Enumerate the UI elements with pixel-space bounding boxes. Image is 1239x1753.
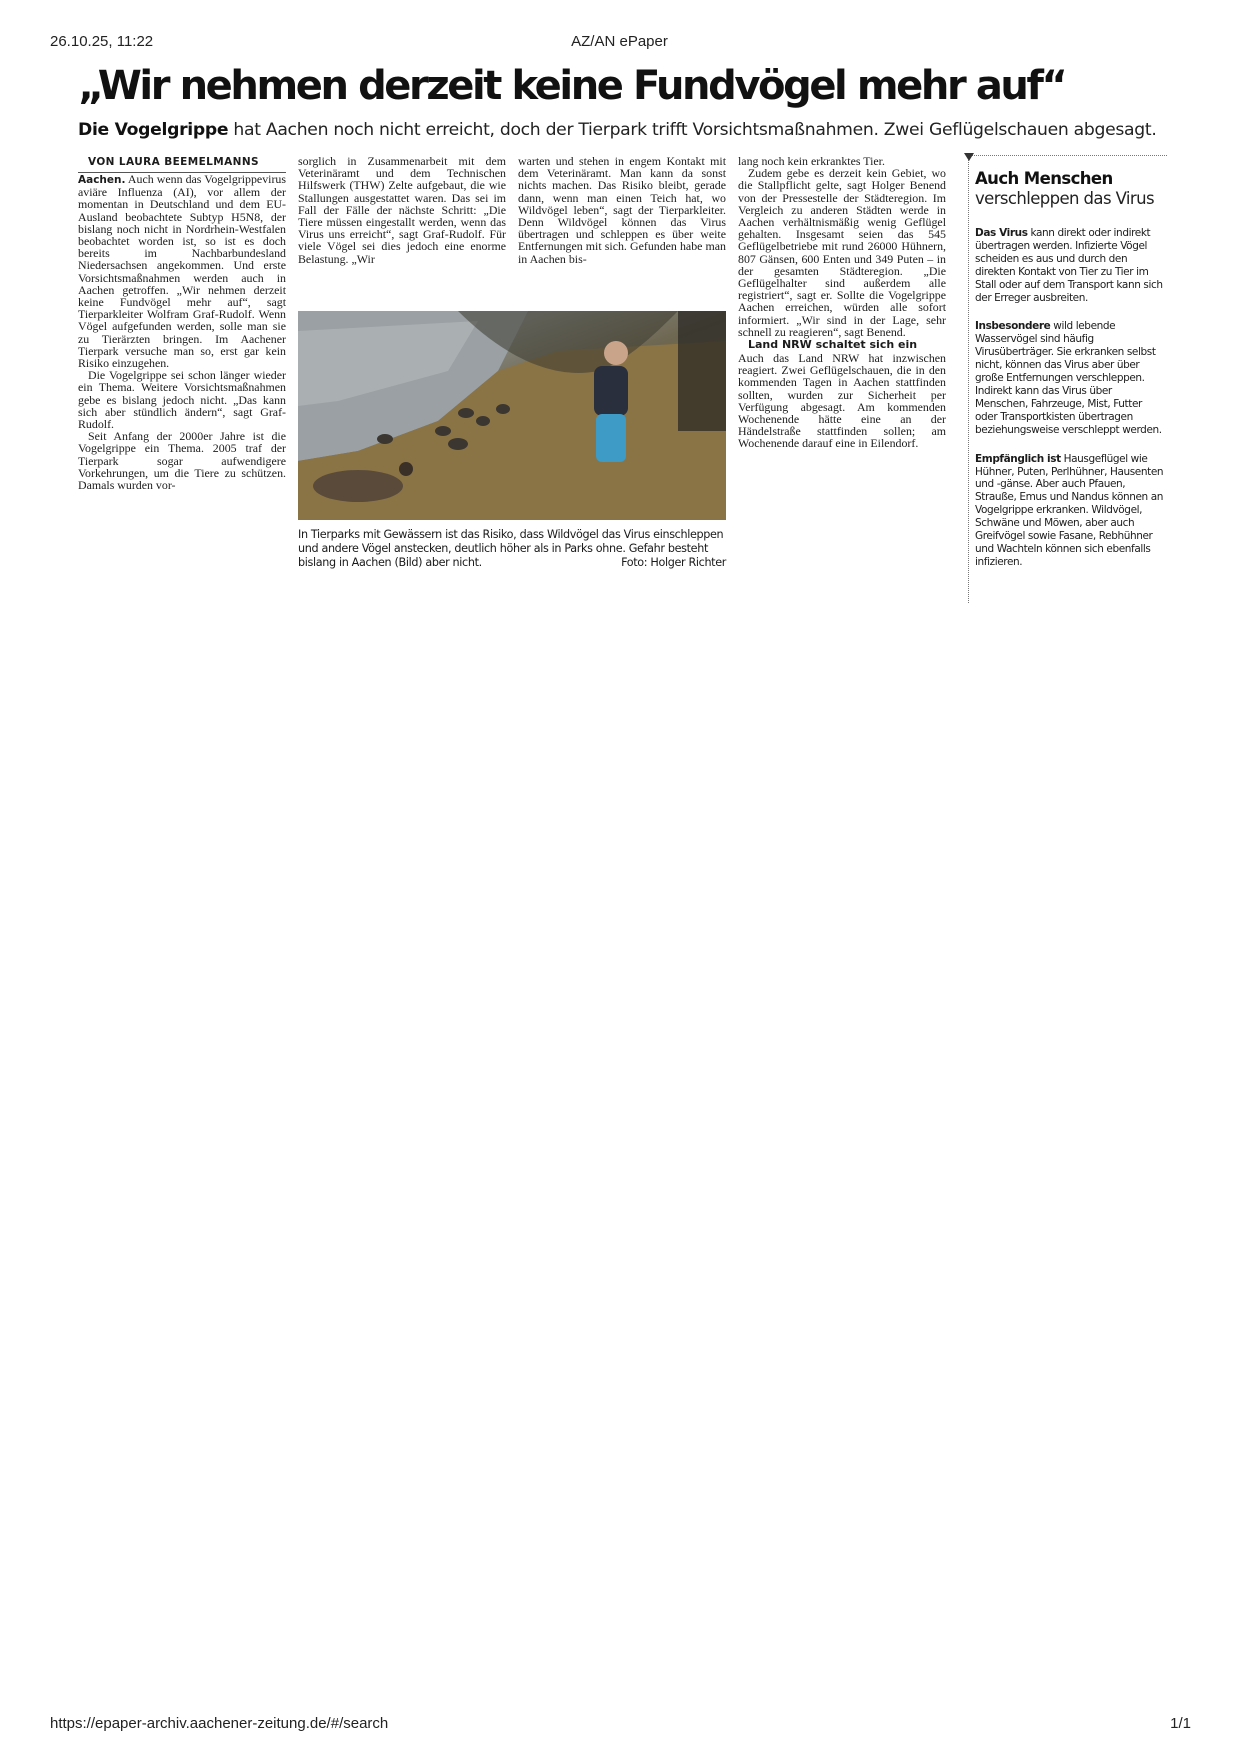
paragraph-text: Auch wenn das Vogelgrippevirus aviäre Influenza (AI), vor allem der momentan in Deutschland und dem EU-Ausland beobachtete Subtyp H5N8, der bislang noch nicht in Nordrhein-Westfalen beobachtet worden ist, so ist es doch bereits im Nachbarbundesland Niedersachsen angekommen. Und erste Vorsichtsmaßnahmen werden auch in Aachen getroffen. „Wir nehmen derzeit keine Fundvögel mehr auf“, sagt Tierparkleiter Wolfram Graf-Rudolf. Wenn Vögel aufgefunden werden, solle man sie zu Tierärzten bringen. Im Aachener Tierpark versuche man so, erst gar kein Risiko einzugehen. [78,172,286,371]
subline-text: hat Aachen noch nicht erreicht, doch der Tierpark trifft Vorsichtsmaßnahmen. Zwei Geflügelschauen abgesagt. [228,120,1157,140]
triangle-marker-icon [964,153,974,161]
paragraph-text: Hausgeflügel wie Hühner, Puten, Perlhühner, Hausenten und -gänse. Aber auch Pfauen, Strauße, Emus und Nandus können an Vogelgrippe erkranken. Wildvögel, Schwäne und Möwen, aber auch Greifvögel sowie Fasane, Rebhühner und Wachteln können sich ebenfalls infizieren. [975,452,1164,568]
duck [458,408,474,418]
dateline: Aachen. [78,174,126,186]
paragraph: lang noch kein erkranktes Tier. [738,154,885,168]
print-page-number: 1/1 [1170,1715,1191,1732]
info-box-subtitle: verschleppen das Virus [975,189,1154,208]
duck [496,404,510,414]
duck [435,426,451,436]
subline-lead: Die Vogelgrippe [78,120,229,140]
text-column-3 [518,155,726,265]
goose [313,470,403,502]
photo-caption [298,528,726,570]
info-box [968,155,1166,603]
paragraph-text: kann direkt oder indirekt übertragen werden. Infizierte Vögel scheiden es aus und durch den direkten Kontakt von Tier zu Tier im Stall oder auf dem Transport kann sich der Erreger ausbreiten. [975,227,1163,304]
info-box-paragraph [975,320,1166,436]
paragraph: Die Vogelgrippe sei schon länger wieder ein Thema. Weitere Vorsichtsmaßnahmen gebe es bislang jedoch nicht. „Das kann sich aber stündlich ändern“, sagt Graf-Rudolf. [78,368,286,432]
paragraph: Seit Anfang der 2000er Jahre ist die Vogelgrippe ein Thema. 2005 traf der Tierpark sogar aufwendigere Vorkehrungen, um die Tiere zu schützen. Damals wurden vor- [78,429,286,493]
info-box-rule [969,155,1167,156]
caption-text: In Tierparks mit Gewässern ist das Risiko, dass Wildvögel das Virus einschleppen und andere Vögel anstecken, deutlich höher als in Parks ohne. Gefahr besteht bislang in Aachen (Bild) aber nicht. [298,528,724,569]
duck [377,434,393,444]
paragraph-text: wild lebende Wasservögel sind häufig Virusüberträger. Sie erkranken selbst nicht, können das Virus aber über große Entfernungen verschleppen. Indirekt kann das Virus über Menschen, Fahrzeuge, Mist, Futter oder Transportkisten übertragen beziehungsweise verschleppt werden. [975,320,1162,436]
headline: „Wir nehmen derzeit keine Fundvögel mehr auf“ [78,63,1066,109]
paragraph [78,173,286,369]
info-box-title: Auch Menschen [975,169,1113,188]
info-box-paragraph [975,453,1166,569]
subheading: Land NRW schaltet sich ein [748,338,918,352]
article-photo [298,311,726,520]
text-column-1 [78,155,286,491]
child-head [604,341,628,365]
paragraph: warten und stehen in engem Kontakt mit dem Veterinäramt. Man kann da sonst nichts machen. Das Risiko bleibt, gerade dann, wenn man einen Teich hat, wo Wildvögel leben“, sagt der Tierparkleiter. Denn Wildvögel können das Virus übertragen und schleppen es über weite Entfernungen mit sich. Gefunden habe man in Aachen bis- [518,154,726,266]
print-date: 26.10.25, 11:22 [50,33,154,50]
paragraph: sorglich in Zusammenarbeit mit dem Veterinäramt und dem Technischen Hilfswerk (THW) Zelte aufgebaut, die wie Stallungen ausgestattet waren. Das sei im Fall der Fälle der nächste Schritt: „Die Tiere müssen eingestallt werden, wenn das Virus uns erreicht“, sagt Graf-Rudolf. Für viele Vögel sei dies jedoch eine enorme Belastung. „Wir [298,154,506,266]
duck [476,416,490,426]
child-trousers [596,414,626,462]
paragraph: Auch das Land NRW hat inzwischen reagiert. Zwei Geflügelschauen, die in den kommenden Tagen in Aachen stattfinden sollten, wurden zur Sicherheit per Verfügung abgesagt. Am kommenden Wochenende hätte eine an der Händelstraße stattfinden sollen; am Wochenende darauf eine in Eilendorf. [738,351,946,451]
newspaper-article [78,60,1178,620]
child-jacket [594,366,628,416]
duck [448,438,468,450]
info-box-paragraph [975,227,1166,304]
print-url: https://epaper-archiv.aachener-zeitung.de/#/search [50,1715,389,1732]
paragraph: Zudem gebe es derzeit kein Gebiet, wo die Stallpflicht gelte, sagt Holger Benend von der Pressestelle der Städteregion. Im Vergleich zu anderen Städten werde in Aachen verhältnismäßig wenig Geflügel gehalten. Insgesamt seien das 545 Geflügelbetriebe mit rund 26000 Hühnern, 807 Gänsen, 600 Enten und 349 Puten – in der gesamten Städteregion. „Die Geflügelhalter sind außerdem alle registriert“, sagt er. Sollte die Vogelgrippe Aachen erreichen, würden alle sofort informiert. „Wir sind in der Lage, sehr schnell zu reagieren“, sagt Benend. [738,166,946,339]
subline [78,118,1178,142]
paragraph-lead: Empfänglich ist [975,452,1061,465]
print-header [0,33,1239,53]
photo-credit: Foto: Holger Richter [621,556,726,569]
text-column-4 [738,155,946,450]
fence [678,311,726,431]
print-footer [0,1715,1239,1735]
paragraph-lead: Insbesondere [975,320,1051,333]
goose-head [399,462,413,476]
byline: VON LAURA BEEMELMANNS [78,155,286,173]
photo-scene [298,311,726,520]
print-title: AZ/AN ePaper [571,33,668,50]
paragraph-lead: Das Virus [975,227,1028,239]
text-column-2 [298,155,506,265]
